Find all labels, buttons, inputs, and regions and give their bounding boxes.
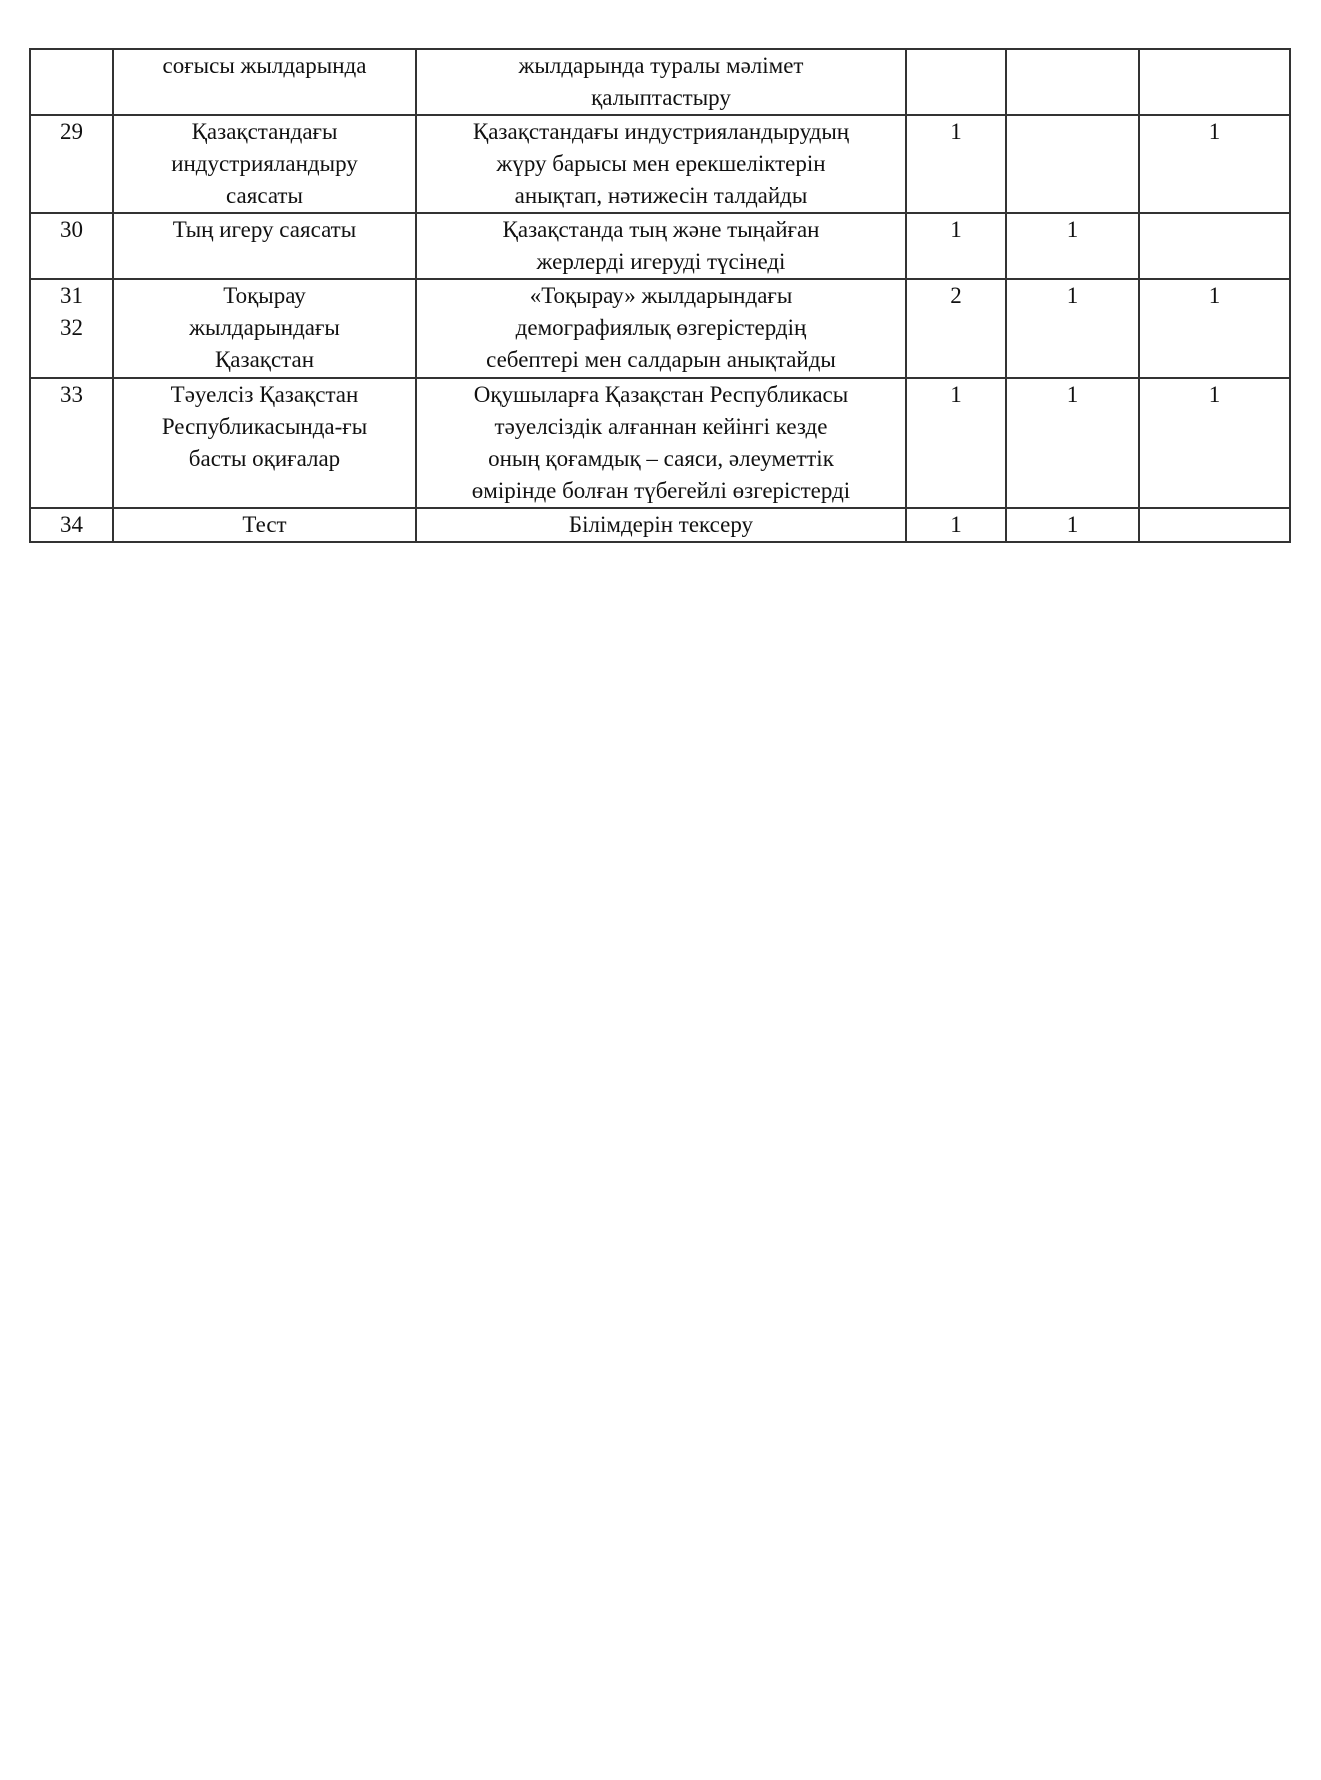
- hours-cell: 2: [906, 279, 1006, 378]
- goal-cell-line: анықтап, нәтижесін талдайды: [514, 183, 808, 208]
- topic-cell-line: басты оқиғалар: [188, 446, 341, 471]
- topic-cell: [113, 508, 416, 542]
- goal-cell-line: Оқушыларға Қазақстан Республикасы: [473, 382, 849, 407]
- lesson-number-cell: [30, 115, 113, 213]
- count-cell-2: 1: [1006, 213, 1139, 279]
- goal-cell-line: жүру барысы мен ерекшеліктерін: [496, 151, 826, 176]
- goal-cell-line: жерлерді игеруді түсінеді: [536, 249, 786, 274]
- topic-cell: [113, 115, 416, 213]
- hours-cell: [906, 49, 1006, 115]
- curriculum-table: [29, 48, 1291, 543]
- goal-cell-line: Қазақстандағы индустрияландырудың: [472, 119, 850, 144]
- count-cell-2: 1: [1006, 508, 1139, 542]
- count-cell-2: [1006, 49, 1139, 115]
- topic-cell-line: соғысы жылдарында: [162, 53, 367, 78]
- lesson-number-cell: [30, 378, 113, 508]
- table-row: [30, 508, 1290, 542]
- count-cell-2: 1: [1006, 378, 1139, 508]
- table-row: [30, 378, 1290, 508]
- goal-cell: [416, 213, 906, 279]
- lesson-number-cell-line: 30: [60, 217, 83, 242]
- goal-cell: [416, 49, 906, 115]
- topic-cell-line: жылдарындағы: [189, 315, 340, 340]
- topic-cell-line: Тест: [242, 512, 287, 537]
- topic-cell-line: Тың игеру саясаты: [172, 217, 357, 242]
- count-cell-2: 1: [1006, 279, 1139, 378]
- lesson-number-cell-line: 32: [60, 315, 83, 340]
- lesson-number-cell: [30, 213, 113, 279]
- lesson-number-cell-line: 34: [60, 512, 83, 537]
- topic-cell: [113, 213, 416, 279]
- count-cell-3: 1: [1139, 115, 1290, 213]
- hours-cell: 1: [906, 508, 1006, 542]
- count-cell-3: 1: [1139, 378, 1290, 508]
- topic-cell-line: Қазақстан: [214, 347, 315, 372]
- topic-cell: [113, 378, 416, 508]
- topic-cell-line: Тәуелсіз Қазақстан: [170, 382, 359, 407]
- table-row: [30, 49, 1290, 115]
- goal-cell: [416, 279, 906, 378]
- goal-cell-line: Қазақстанда тың және тыңайған: [502, 217, 820, 242]
- topic-cell-line: саясаты: [226, 183, 303, 208]
- hours-cell: 1: [906, 378, 1006, 508]
- hours-cell: 1: [906, 213, 1006, 279]
- goal-cell-line: өмірінде болған түбегейлі өзгерістерді: [471, 478, 851, 503]
- goal-cell-line: Білімдерін тексеру: [568, 512, 754, 537]
- topic-cell-line: Тоқырау: [223, 283, 306, 308]
- table-row: [30, 279, 1290, 378]
- topic-cell-line: Қазақстандағы: [191, 119, 338, 144]
- goal-cell: [416, 115, 906, 213]
- table-row: [30, 115, 1290, 213]
- topic-cell: [113, 49, 416, 115]
- goal-cell-line: тәуелсіздік алғаннан кейінгі кезде: [494, 414, 828, 439]
- lesson-number-cell: [30, 508, 113, 542]
- goal-cell-line: жылдарында туралы мәлімет: [518, 53, 804, 78]
- topic-cell: [113, 279, 416, 378]
- lesson-number-cell-line: 33: [60, 382, 83, 407]
- goal-cell: [416, 378, 906, 508]
- goal-cell-line: себептері мен салдарын анықтайды: [486, 347, 836, 372]
- goal-cell-line: «Тоқырау» жылдарындағы: [529, 283, 793, 308]
- count-cell-3: [1139, 49, 1290, 115]
- topic-cell-line: индустрияландыру: [171, 151, 358, 176]
- goal-cell-line: оның қоғамдық – саяси, әлеуметтік: [488, 446, 834, 471]
- goal-cell-line: қалыптастыру: [591, 85, 731, 110]
- lesson-number-cell: [30, 279, 113, 378]
- lesson-number-cell-line: 29: [60, 119, 83, 144]
- table-row: [30, 213, 1290, 279]
- count-cell-3: [1139, 508, 1290, 542]
- hours-cell: 1: [906, 115, 1006, 213]
- goal-cell-line: демографиялық өзгерістердің: [515, 315, 807, 340]
- count-cell-2: [1006, 115, 1139, 213]
- count-cell-3: 1: [1139, 279, 1290, 378]
- count-cell-3: [1139, 213, 1290, 279]
- lesson-number-cell: [30, 49, 113, 115]
- lesson-number-cell-line: 31: [60, 283, 83, 308]
- goal-cell: [416, 508, 906, 542]
- topic-cell-line: Республикасында-ғы: [161, 414, 368, 439]
